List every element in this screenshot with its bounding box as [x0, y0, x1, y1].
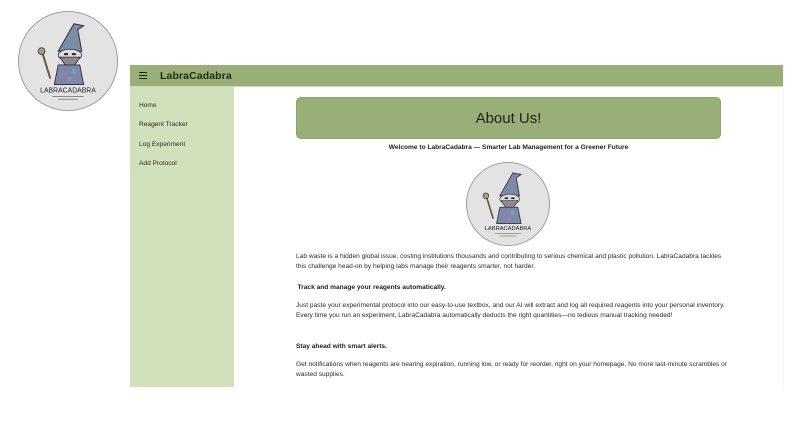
sidebar-item-home[interactable]: Home — [139, 102, 157, 109]
section-heading-tracking: Track and manage your reagents automatically. — [297, 284, 446, 291]
app-window — [130, 65, 784, 387]
page-title: About Us! — [475, 109, 542, 127]
logo-image — [18, 11, 118, 111]
section-body-alerts: Get notifications when reagents are nearing expiration, running low, or ready for reorder, right on your homepage. No more last-minute scrambles or wasted supplies. — [296, 361, 728, 379]
top-navbar — [130, 65, 783, 87]
sidebar-item-add-protocol[interactable]: Add Protocol — [139, 160, 177, 168]
hamburger-menu-icon[interactable] — [139, 72, 147, 79]
scrollbar-track[interactable] — [783, 65, 784, 387]
sidebar — [130, 87, 234, 387]
brand-title[interactable]: LabraCadabra — [160, 69, 232, 82]
about-us-banner — [296, 97, 721, 139]
welcome-heading: Welcome to LabraCadabra — Smarter Lab Management for a Greener Future — [388, 144, 629, 151]
content-logo-image — [466, 162, 550, 246]
logo-text: LABRACADABRA — [484, 226, 532, 233]
section-heading-alerts: Stay ahead with smart alerts. — [296, 343, 387, 350]
intro-paragraph: Lab waste is a hidden global issue, costing institutions thousands and contributing to serious chemical and plastic pollution. LabraCadabra tackles this challenge head-on by helping labs manage their reagents smarter, not harder. — [296, 253, 722, 271]
logo-text: LABRACADABRA — [40, 87, 96, 95]
wizard-logo-icon — [19, 12, 117, 110]
section-body-tracking: Just paste your experimental protocol into our easy-to-use textbox, and our AI will extract and log all required reagents into your personal inventory. Every time you run an experiment, LabraCadabra automatically deducts the right quantities—no tedious manual tracking needed! — [296, 302, 725, 320]
wizard-logo-icon — [467, 163, 549, 245]
sidebar-item-reagent-tracker[interactable]: Reagent Tracker — [139, 121, 188, 129]
sidebar-item-log-experiment[interactable]: Log Experiment — [139, 140, 186, 148]
